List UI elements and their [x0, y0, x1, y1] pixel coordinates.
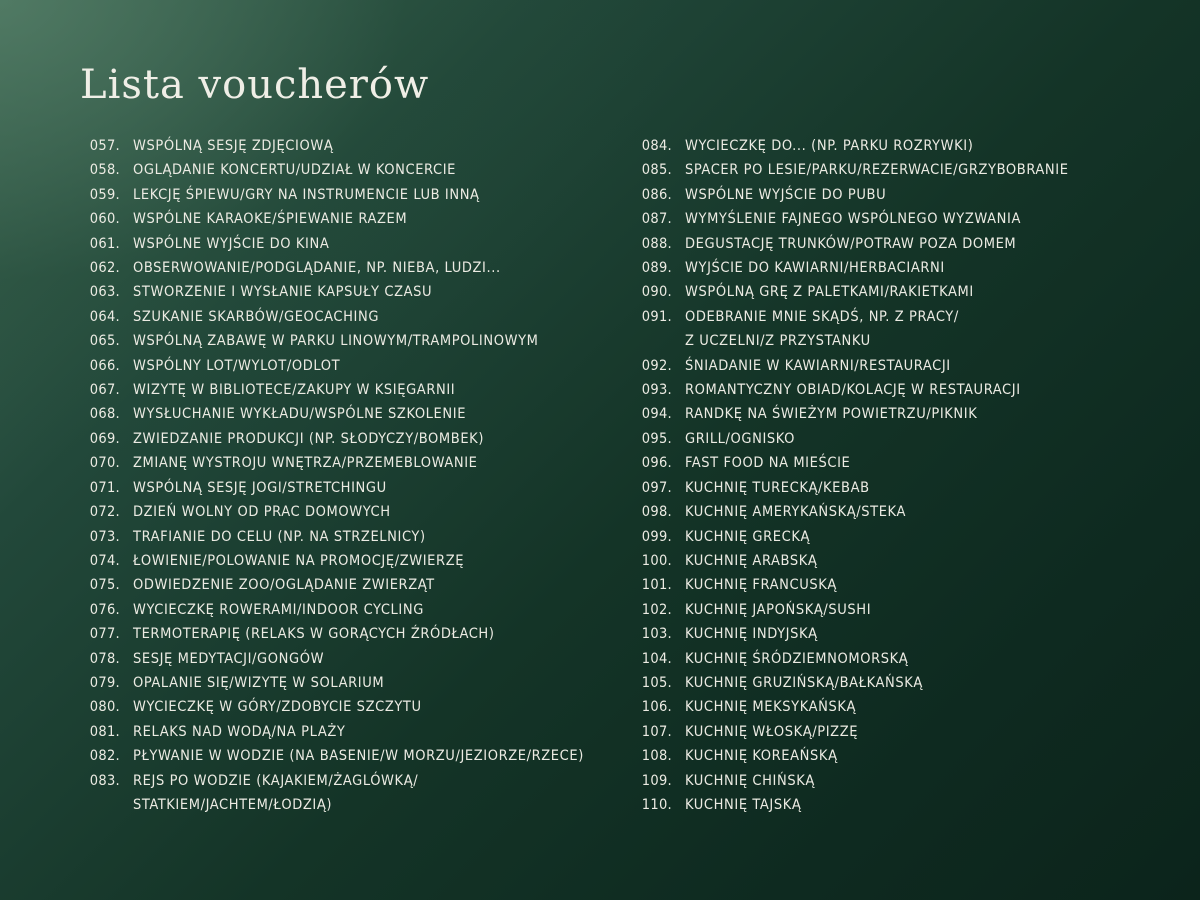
voucher-number: 103. — [641, 626, 672, 643]
voucher-item — [634, 793, 1154, 817]
voucher-text — [133, 134, 622, 158]
voucher-text — [133, 647, 622, 671]
voucher-text-line: KUCHNIĘ GRUZIŃSKĄ/BAŁKAŃSKĄ — [685, 674, 923, 691]
voucher-text — [685, 427, 1154, 451]
voucher-text-line: ROMANTYCZNY OBIAD/KOLACJĘ W RESTAURACJI — [685, 382, 1021, 399]
voucher-text-line: WSPÓLNY LOT/WYLOT/ODLOT — [133, 357, 341, 374]
voucher-number: 093. — [641, 382, 672, 399]
voucher-item — [82, 525, 622, 549]
voucher-number: 072. — [89, 504, 120, 521]
voucher-item — [634, 232, 1154, 256]
voucher-text-line: KUCHNIĘ CHIŃSKĄ — [685, 772, 815, 789]
voucher-text — [685, 769, 1154, 793]
page-title: Lista voucherów — [80, 62, 430, 108]
voucher-text — [133, 549, 622, 573]
voucher-item — [82, 720, 622, 744]
voucher-text-line: WSPÓLNĄ SESJĘ JOGI/STRETCHINGU — [133, 479, 387, 496]
voucher-number: 100. — [641, 552, 672, 569]
voucher-text-line: ŁOWIENIE/POLOWANIE NA PROMOCJĘ/ZWIERZĘ — [133, 552, 465, 569]
voucher-number: 106. — [641, 699, 672, 716]
voucher-item — [634, 549, 1154, 573]
voucher-text — [685, 256, 1154, 280]
voucher-text — [685, 671, 1154, 695]
voucher-item — [82, 329, 622, 353]
voucher-item — [82, 232, 622, 256]
voucher-text — [685, 158, 1154, 182]
voucher-number: 057. — [89, 138, 120, 154]
voucher-list-left — [82, 134, 622, 817]
voucher-text — [133, 671, 622, 695]
voucher-text-line: WIZYTĘ W BIBLIOTECE/ZAKUPY W KSIĘGARNII — [133, 382, 456, 399]
voucher-text — [133, 769, 622, 818]
voucher-number: 071. — [89, 479, 120, 496]
voucher-number: 087. — [641, 211, 672, 228]
voucher-text-line: KUCHNIĘ KOREAŃSKĄ — [685, 748, 838, 765]
voucher-number: 085. — [641, 162, 672, 179]
voucher-text — [133, 525, 622, 549]
voucher-number: 065. — [89, 333, 120, 350]
voucher-number: 081. — [89, 723, 120, 740]
voucher-item — [634, 402, 1154, 426]
voucher-number: 074. — [89, 552, 120, 569]
voucher-text — [133, 329, 622, 353]
voucher-item — [634, 671, 1154, 695]
voucher-item — [634, 354, 1154, 378]
voucher-number: 089. — [641, 260, 672, 277]
voucher-text-line: WSPÓLNE WYJŚCIE DO KINA — [133, 235, 330, 252]
voucher-text-line: DEGUSTACJĘ TRUNKÓW/POTRAW POZA DOMEM — [685, 235, 1017, 252]
voucher-text — [685, 232, 1154, 256]
voucher-text-line: WYCIECZKĘ DO... (NP. PARKU ROZRYWKI) — [685, 138, 974, 154]
voucher-item — [82, 695, 622, 719]
voucher-text-line: SESJĘ MEDYTACJI/GONGÓW — [133, 650, 325, 667]
voucher-item — [82, 622, 622, 646]
voucher-text-line: LEKCJĘ ŚPIEWU/GRY NA INSTRUMENCIE LUB INNĄ — [133, 186, 480, 203]
voucher-text — [685, 183, 1154, 207]
voucher-text-line: FAST FOOD NA MIEŚCIE — [685, 455, 851, 472]
voucher-text-line: OGLĄDANIE KONCERTU/UDZIAŁ W KONCERCIE — [133, 162, 456, 179]
voucher-item — [634, 207, 1154, 231]
voucher-text — [133, 354, 622, 378]
voucher-text — [133, 402, 622, 426]
voucher-text — [133, 158, 622, 182]
voucher-text-line: KUCHNIĘ TURECKĄ/KEBAB — [685, 479, 870, 496]
voucher-number: 107. — [641, 723, 672, 740]
voucher-text — [685, 598, 1154, 622]
voucher-text — [133, 427, 622, 451]
voucher-item — [634, 720, 1154, 744]
voucher-text — [685, 207, 1154, 231]
voucher-number: 104. — [641, 650, 672, 667]
voucher-item — [634, 744, 1154, 768]
voucher-item — [634, 183, 1154, 207]
voucher-list-right — [634, 134, 1154, 817]
voucher-item — [82, 378, 622, 402]
voucher-text — [685, 793, 1154, 817]
voucher-item — [634, 158, 1154, 182]
voucher-item — [82, 305, 622, 329]
voucher-item — [82, 158, 622, 182]
voucher-text — [133, 183, 622, 207]
voucher-item — [82, 280, 622, 304]
voucher-item — [82, 134, 622, 158]
voucher-text-line: WSPÓLNE WYJŚCIE DO PUBU — [685, 186, 887, 203]
voucher-text-line: WSPÓLNE KARAOKE/ŚPIEWANIE RAZEM — [133, 211, 408, 228]
voucher-text — [133, 744, 622, 768]
voucher-text — [685, 134, 1154, 158]
voucher-item — [82, 476, 622, 500]
voucher-item — [634, 378, 1154, 402]
voucher-text — [685, 573, 1154, 597]
voucher-text-line: OPALANIE SIĘ/WIZYTĘ W SOLARIUM — [133, 674, 385, 691]
voucher-text-line: REJS PO WODZIE (KAJAKIEM/ŻAGLÓWKĄ/ — [133, 772, 419, 789]
voucher-text — [685, 354, 1154, 378]
voucher-item — [634, 305, 1154, 354]
voucher-text-line: TERMOTERAPIĘ (RELAKS W GORĄCYCH ŹRÓDŁACH) — [133, 626, 495, 643]
voucher-number: 063. — [89, 284, 120, 301]
voucher-number: 105. — [641, 674, 672, 691]
voucher-number: 102. — [641, 601, 672, 618]
voucher-text — [685, 500, 1154, 524]
voucher-number: 080. — [89, 699, 120, 716]
voucher-text-line: STATKIEM/JACHTEM/ŁODZIĄ) — [133, 796, 333, 813]
voucher-text — [685, 378, 1154, 402]
voucher-text — [685, 720, 1154, 744]
voucher-number: 092. — [641, 357, 672, 374]
voucher-item — [634, 769, 1154, 793]
voucher-item — [634, 134, 1154, 158]
voucher-text-line: WYMYŚLENIE FAJNEGO WSPÓLNEGO WYZWANIA — [685, 211, 1021, 228]
voucher-number: 097. — [641, 479, 672, 496]
voucher-text-line: DZIEŃ WOLNY OD PRAC DOMOWYCH — [133, 504, 391, 521]
voucher-number: 064. — [89, 308, 120, 325]
voucher-number: 078. — [89, 650, 120, 667]
voucher-text-line: SPACER PO LESIE/PARKU/REZERWACIE/GRZYBOBRANIE — [685, 162, 1069, 179]
voucher-text — [685, 402, 1154, 426]
voucher-number: 086. — [641, 186, 672, 203]
voucher-item — [82, 354, 622, 378]
voucher-number: 084. — [641, 138, 672, 154]
voucher-item — [82, 598, 622, 622]
voucher-text-line: KUCHNIĘ INDYJSKĄ — [685, 626, 818, 643]
voucher-item — [82, 671, 622, 695]
voucher-item — [82, 573, 622, 597]
voucher-text-line: OBSERWOWANIE/PODGLĄDANIE, NP. NIEBA, LUDZI... — [133, 260, 501, 277]
voucher-text-line: KUCHNIĘ AMERYKAŃSKĄ/STEKA — [685, 504, 906, 521]
voucher-number: 061. — [89, 235, 120, 252]
voucher-text-line: WYJŚCIE DO KAWIARNI/HERBACIARNI — [685, 260, 945, 277]
voucher-number: 110. — [641, 796, 672, 813]
voucher-item — [634, 451, 1154, 475]
voucher-item — [82, 451, 622, 475]
voucher-text-line: PŁYWANIE W WODZIE (NA BASENIE/W MORZU/JEZIORZE/RZECE) — [133, 748, 584, 765]
voucher-text — [133, 232, 622, 256]
voucher-number: 062. — [89, 260, 120, 277]
voucher-number: 067. — [89, 382, 120, 399]
voucher-text — [133, 573, 622, 597]
voucher-text-line: ŚNIADANIE W KAWIARNI/RESTAURACJI — [685, 357, 951, 374]
voucher-text-line: RANDKĘ NA ŚWIEŻYM POWIETRZU/PIKNIK — [685, 406, 978, 423]
voucher-item — [82, 207, 622, 231]
voucher-text — [685, 305, 1154, 354]
voucher-text-line: KUCHNIĘ ŚRÓDZIEMNOMORSKĄ — [685, 650, 909, 667]
voucher-text — [685, 622, 1154, 646]
voucher-item — [634, 598, 1154, 622]
voucher-number: 079. — [89, 674, 120, 691]
voucher-number: 076. — [89, 601, 120, 618]
voucher-item — [82, 256, 622, 280]
voucher-item — [634, 525, 1154, 549]
voucher-text-line: STWORZENIE I WYSŁANIE KAPSUŁY CZASU — [133, 284, 433, 301]
voucher-number: 073. — [89, 528, 120, 545]
voucher-item — [634, 573, 1154, 597]
voucher-number: 069. — [89, 430, 120, 447]
voucher-text — [685, 695, 1154, 719]
voucher-text — [133, 256, 622, 280]
voucher-text-line: KUCHNIĘ ARABSKĄ — [685, 552, 818, 569]
voucher-item — [634, 500, 1154, 524]
voucher-text-line: ZWIEDZANIE PRODUKCJI (NP. SŁODYCZY/BOMBEK) — [133, 430, 485, 447]
voucher-number: 070. — [89, 455, 120, 472]
voucher-number: 077. — [89, 626, 120, 643]
voucher-item — [82, 769, 622, 818]
voucher-text-line: WYCIECZKĘ ROWERAMI/INDOOR CYCLING — [133, 601, 424, 618]
voucher-text — [133, 622, 622, 646]
voucher-item — [82, 549, 622, 573]
voucher-item — [634, 647, 1154, 671]
voucher-text — [133, 378, 622, 402]
voucher-text — [133, 451, 622, 475]
voucher-item — [82, 500, 622, 524]
voucher-number: 095. — [641, 430, 672, 447]
voucher-text-line: WSPÓLNĄ ZABAWĘ W PARKU LINOWYM/TRAMPOLINOWYM — [133, 333, 539, 350]
voucher-number: 088. — [641, 235, 672, 252]
voucher-item — [634, 427, 1154, 451]
voucher-text-line: KUCHNIĘ JAPOŃSKĄ/SUSHI — [685, 601, 872, 618]
voucher-text-line: Z UCZELNI/Z PRZYSTANKU — [685, 333, 871, 350]
voucher-text-line: KUCHNIĘ MEKSYKAŃSKĄ — [685, 699, 857, 716]
voucher-text-line: KUCHNIĘ FRANCUSKĄ — [685, 577, 837, 594]
voucher-text — [133, 720, 622, 744]
voucher-text — [685, 451, 1154, 475]
voucher-number: 099. — [641, 528, 672, 545]
voucher-text-line: WYCIECZKĘ W GÓRY/ZDOBYCIE SZCZYTU — [133, 699, 422, 716]
voucher-text — [133, 476, 622, 500]
voucher-text — [133, 695, 622, 719]
voucher-number: 098. — [641, 504, 672, 521]
voucher-number: 091. — [641, 308, 672, 325]
voucher-text — [685, 280, 1154, 304]
voucher-text-line: KUCHNIĘ WŁOSKĄ/PIZZĘ — [685, 723, 859, 740]
voucher-text-line: WSPÓLNĄ GRĘ Z PALETKAMI/RAKIETKAMI — [685, 284, 974, 301]
voucher-item — [634, 695, 1154, 719]
voucher-item — [82, 427, 622, 451]
voucher-text — [685, 525, 1154, 549]
voucher-text-line: ODWIEDZENIE ZOO/OGLĄDANIE ZWIERZĄT — [133, 577, 435, 594]
voucher-number: 066. — [89, 357, 120, 374]
voucher-text-line: WSPÓLNĄ SESJĘ ZDJĘCIOWĄ — [133, 138, 334, 154]
voucher-item — [82, 183, 622, 207]
voucher-text — [685, 647, 1154, 671]
voucher-item — [634, 622, 1154, 646]
voucher-text-line: TRAFIANIE DO CELU (NP. NA STRZELNICY) — [133, 528, 426, 545]
voucher-number: 060. — [89, 211, 120, 228]
voucher-number: 096. — [641, 455, 672, 472]
voucher-text-line: WYSŁUCHANIE WYKŁADU/WSPÓLNE SZKOLENIE — [133, 406, 467, 423]
voucher-number: 090. — [641, 284, 672, 301]
voucher-number: 101. — [641, 577, 672, 594]
voucher-text — [685, 549, 1154, 573]
voucher-number: 094. — [641, 406, 672, 423]
voucher-text-line: ODEBRANIE MNIE SKĄDŚ, NP. Z PRACY/ — [685, 308, 959, 325]
voucher-text — [133, 305, 622, 329]
voucher-text — [685, 476, 1154, 500]
voucher-text-line: SZUKANIE SKARBÓW/GEOCACHING — [133, 308, 380, 325]
voucher-item — [634, 476, 1154, 500]
voucher-number: 109. — [641, 772, 672, 789]
voucher-number: 058. — [89, 162, 120, 179]
voucher-number: 083. — [89, 772, 120, 789]
voucher-item — [634, 280, 1154, 304]
voucher-item — [82, 402, 622, 426]
voucher-text-line: ZMIANĘ WYSTROJU WNĘTRZA/PRZEMEBLOWANIE — [133, 455, 478, 472]
voucher-number: 075. — [89, 577, 120, 594]
voucher-text — [685, 744, 1154, 768]
voucher-text-line: KUCHNIĘ TAJSKĄ — [685, 796, 802, 813]
voucher-number: 082. — [89, 748, 120, 765]
voucher-text — [133, 598, 622, 622]
voucher-item — [82, 744, 622, 768]
voucher-text — [133, 500, 622, 524]
voucher-item — [82, 647, 622, 671]
voucher-item — [634, 256, 1154, 280]
voucher-text-line: GRILL/OGNISKO — [685, 430, 796, 447]
voucher-text — [133, 207, 622, 231]
voucher-number: 068. — [89, 406, 120, 423]
voucher-text — [133, 280, 622, 304]
voucher-number: 108. — [641, 748, 672, 765]
voucher-number: 059. — [89, 186, 120, 203]
voucher-text-line: KUCHNIĘ GRECKĄ — [685, 528, 811, 545]
voucher-text-line: RELAKS NAD WODĄ/NA PLAŻY — [133, 723, 346, 740]
